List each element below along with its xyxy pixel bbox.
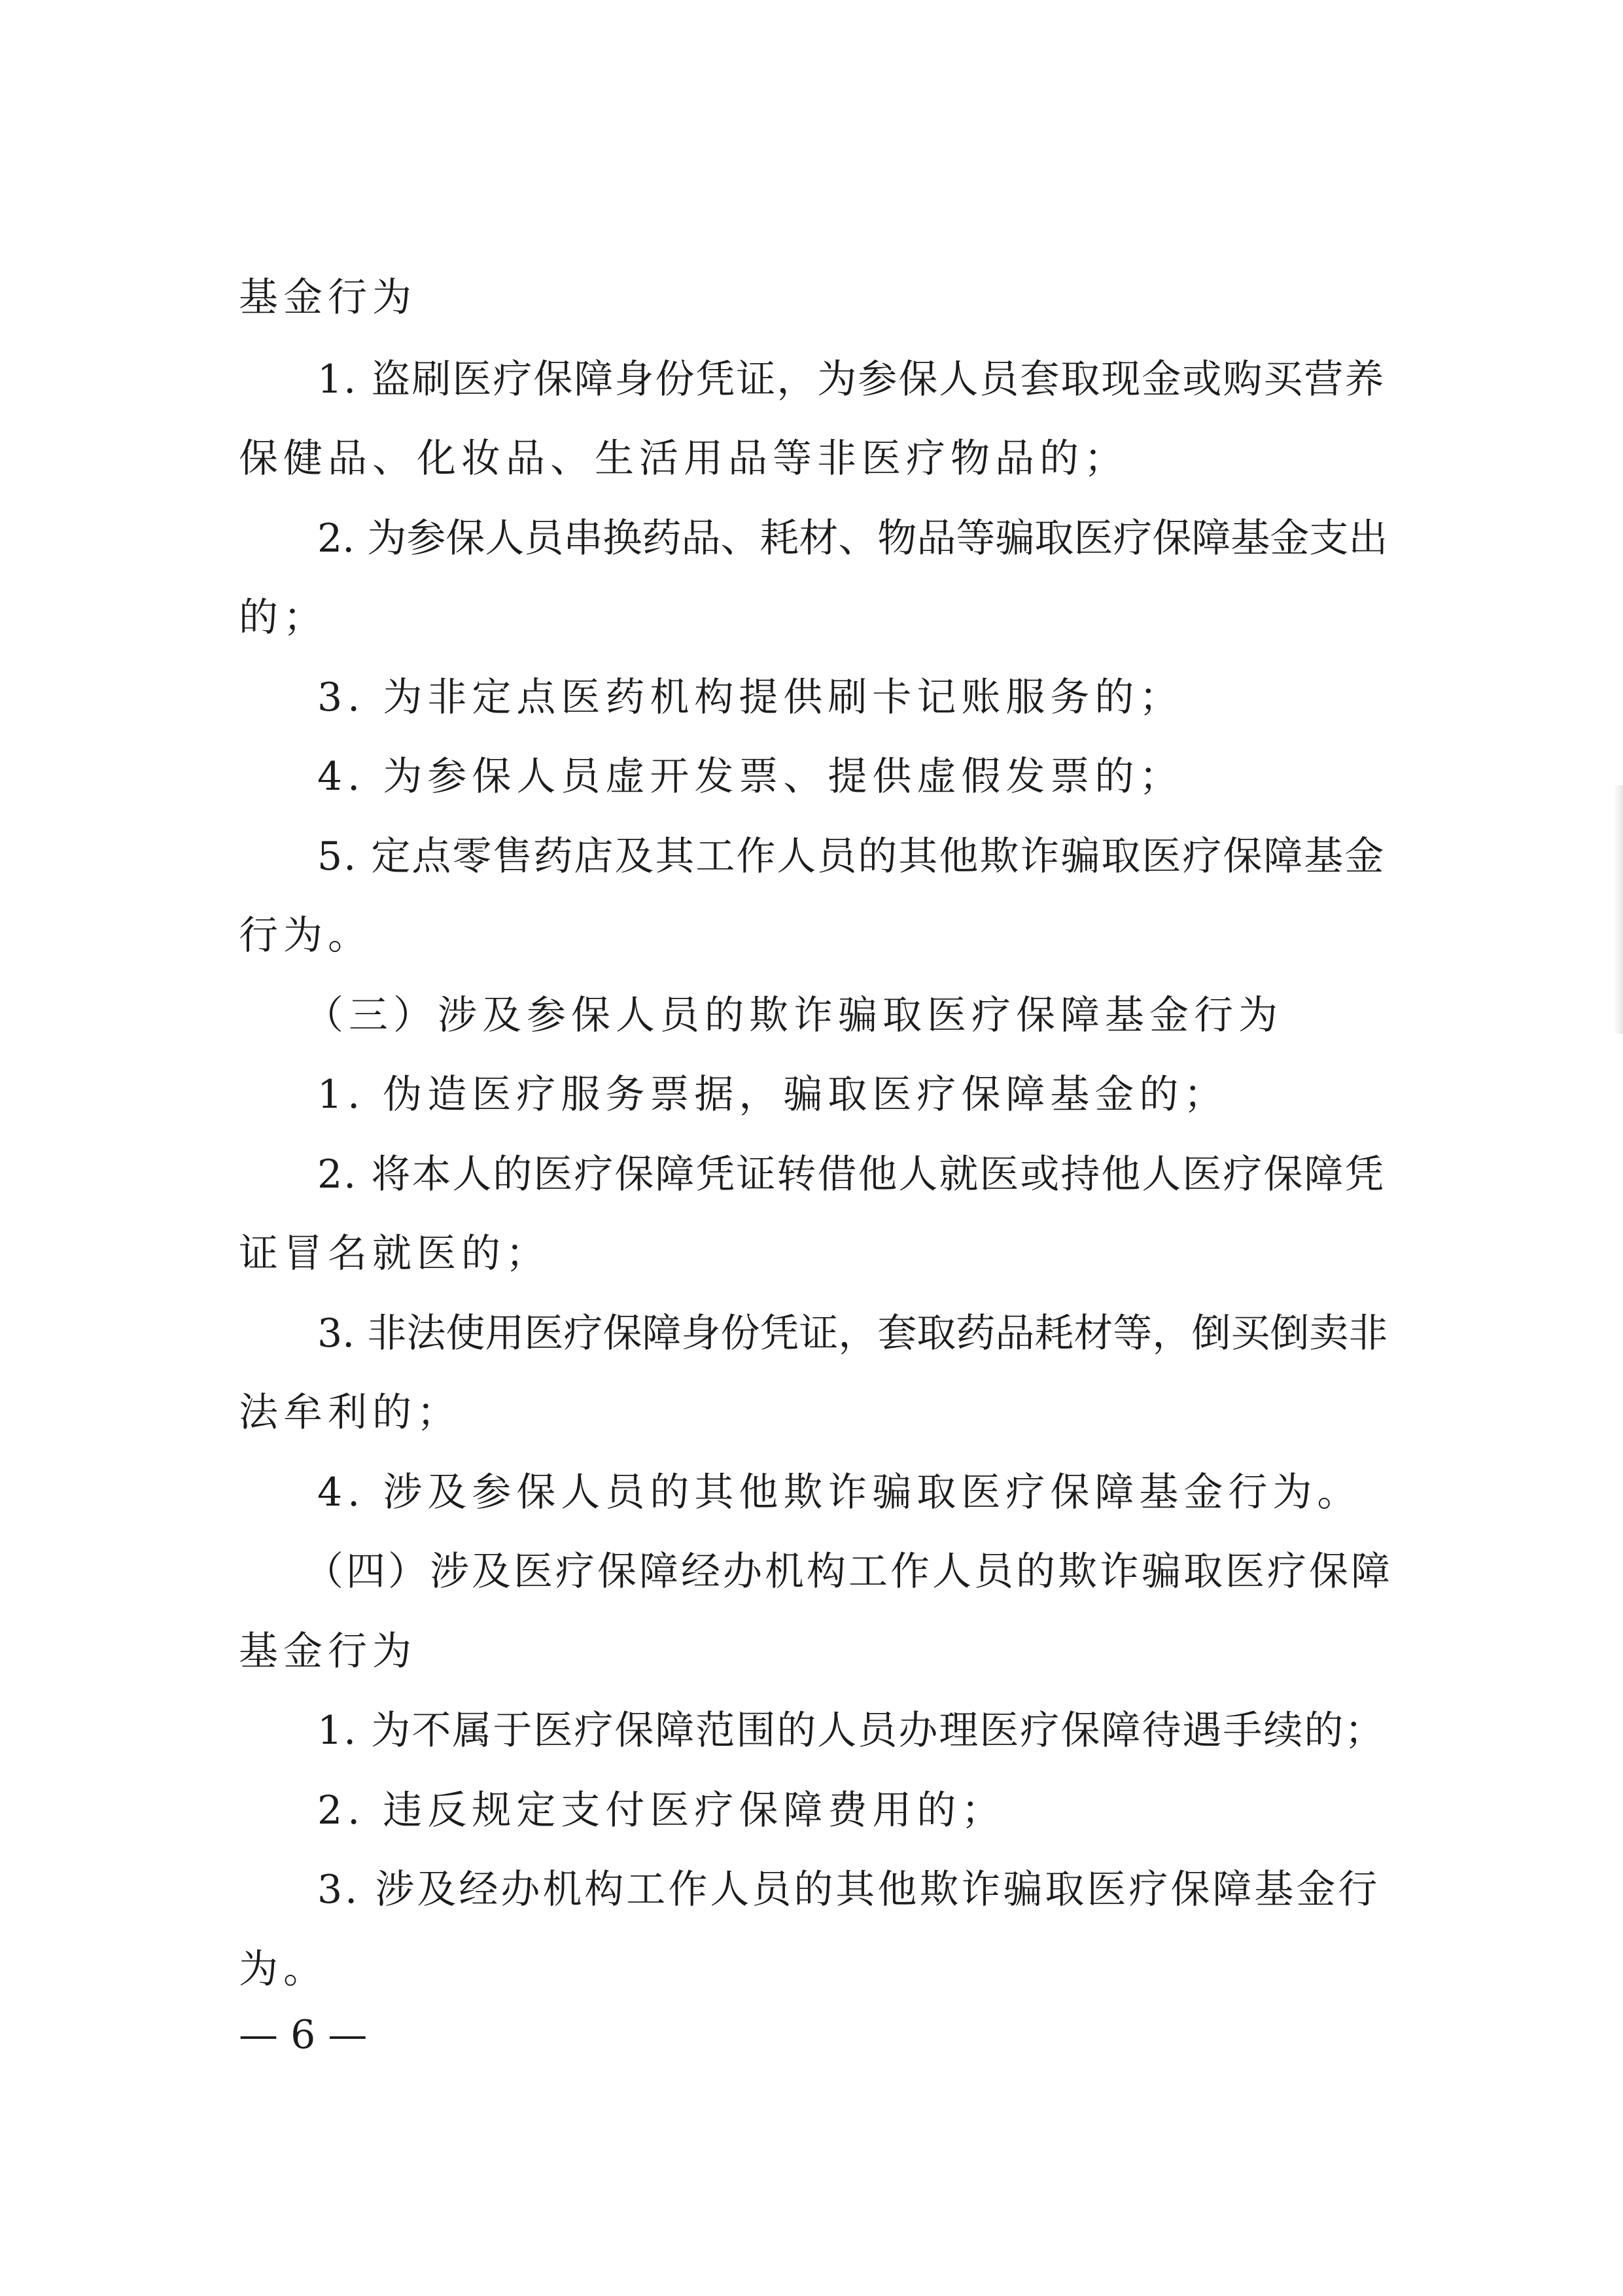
section-heading: （三）涉及参保人员的欺诈骗取医疗保障基金行为 [304,993,1283,1038]
text-line: 的； [239,595,328,641]
text-line: 2. 违反规定支付医疗保障费用的； [317,1788,1006,1833]
text-line: 3. 为非定点医药机构提供刷卡记账服务的； [317,675,1184,720]
text-line: 基金行为 [239,1629,417,1674]
text-line: 2. 为参保人员串换药品、耗材、物品等骗取医疗保障基金支出 [317,516,1388,561]
text-line: 证冒名就医的； [239,1231,550,1277]
text-line: 保健品、化妆品、生活用品等非医疗物品的； [239,436,1128,482]
text-line: 行为。 [239,913,372,959]
text-line: 为。 [239,1947,328,1992]
text-line: 3. 非法使用医疗保障身份凭证，套取药品耗材等，倒买倒卖非 [317,1311,1388,1356]
section-heading: （四）涉及医疗保障经办机构工作人员的欺诈骗取医疗保障 [304,1549,1393,1595]
text-line: 1. 为不属于医疗保障范围的人员办理医疗保障待遇手续的； [317,1708,1386,1754]
text-line: 3. 涉及经办机构工作人员的其他欺诈骗取医疗保障基金行 [317,1867,1380,1913]
text-line: 5. 定点零售药店及其工作人员的其他欺诈骗取医疗保障基金 [317,834,1386,879]
text-line: 基金行为 [239,275,417,321]
text-line: 4. 涉及参保人员的其他欺诈骗取医疗保障基金行为。 [317,1470,1362,1515]
text-line: 2. 将本人的医疗保障凭证转借他人就医或持他人医疗保障凭 [317,1152,1386,1197]
text-line: 1. 盗刷医疗保障身份凭证，为参保人员套取现金或购买营养 [317,357,1386,402]
text-line: 4. 为参保人员虚开发票、提供虚假发票的； [317,754,1184,800]
text-line: 法牟利的； [239,1390,461,1436]
page-number: — 6 — [239,2012,368,2058]
text-line: 1. 伪造医疗服务票据，骗取医疗保障基金的； [317,1072,1229,1118]
